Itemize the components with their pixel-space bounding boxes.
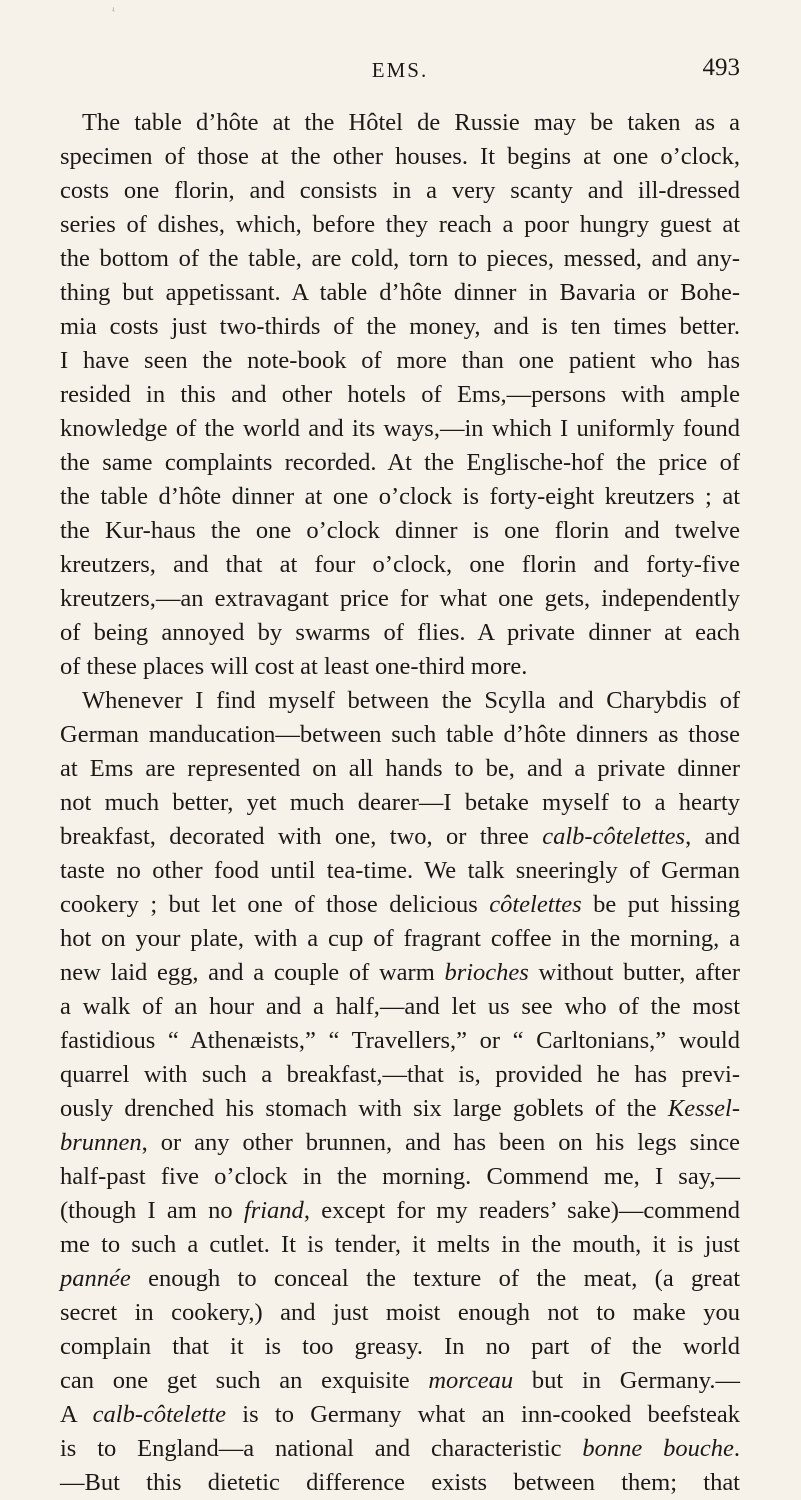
italic-text: Kessel- xyxy=(667,1095,740,1122)
text-segment: thing but appetissant. A table d’hôte dinner in Bavaria or Bohe- xyxy=(60,279,740,306)
text-line xyxy=(60,684,740,718)
text-line xyxy=(60,1330,740,1364)
text-line xyxy=(60,1398,740,1432)
text-line xyxy=(60,140,740,174)
text-line xyxy=(60,616,740,650)
ink-mark: ʵ xyxy=(112,5,115,16)
text-line xyxy=(60,1194,740,1228)
text-segment: kreutzers,—an extravagant price for what one gets, independently xyxy=(60,585,740,612)
text-segment: quarrel with such a breakfast,—that is, provided he has previ- xyxy=(60,1061,740,1088)
text-segment: ously drenched his stomach with six large goblets of the xyxy=(60,1095,668,1122)
text-segment: without butter, after xyxy=(528,959,740,986)
text-segment: hot on your plate, with a cup of fragrant coffee in the morning, a xyxy=(60,925,740,952)
text-line xyxy=(60,1262,740,1296)
text-line xyxy=(60,1364,740,1398)
text-segment: mia costs just two-thirds of the money, and is ten times better. xyxy=(60,313,740,340)
text-segment: fastidious “ Athenæists,” “ Travellers,” or “ Carltonians,” would xyxy=(60,1027,740,1054)
text-segment: complain that it is too greasy. In no part of the world xyxy=(60,1333,740,1360)
text-segment: series of dishes, which, before they reach a poor hungry guest at xyxy=(60,211,740,238)
italic-text: friand xyxy=(243,1197,304,1224)
text-line xyxy=(60,820,740,854)
text-line xyxy=(60,480,740,514)
text-line xyxy=(60,1126,740,1160)
text-segment: , except for my readers’ sake)—commend xyxy=(303,1197,740,1224)
text-segment: A xyxy=(60,1401,93,1428)
body-text xyxy=(60,106,740,1500)
text-line xyxy=(60,1432,740,1466)
text-segment: the bottom of the table, are cold, torn to pieces, messed, and any- xyxy=(60,245,740,272)
text-segment: cookery ; but let one of those delicious xyxy=(60,891,490,918)
text-line xyxy=(60,956,740,990)
text-line xyxy=(60,106,740,140)
text-line xyxy=(60,378,740,412)
text-segment: Whenever I find myself between the Scylla and Charybdis of xyxy=(82,687,740,714)
text-line xyxy=(60,1228,740,1262)
text-segment: knowledge of the world and its ways,—in which I uniformly found xyxy=(60,415,740,442)
text-segment: —But this dietetic difference exists between them; that xyxy=(60,1469,740,1496)
text-segment: be put hissing xyxy=(581,891,740,918)
text-line xyxy=(60,344,740,378)
italic-text: brunnen xyxy=(60,1129,142,1156)
text-segment: the Kur-haus the one o’clock dinner is one florin and twelve xyxy=(60,517,740,544)
page-number: 493 xyxy=(702,54,740,81)
text-segment: at Ems are represented on all hands to be, and a private dinner xyxy=(60,755,740,782)
italic-text: côtelettes xyxy=(489,891,582,918)
italic-text: brioches xyxy=(444,959,529,986)
text-line xyxy=(60,922,740,956)
text-segment: a walk of an hour and a half,—and let us see who of the most xyxy=(60,993,740,1020)
text-line xyxy=(60,786,740,820)
italic-text: calb-côtelette xyxy=(92,1401,226,1428)
text-segment: . xyxy=(733,1435,740,1462)
text-segment: taste no other food until tea-time. We talk sneeringly of German xyxy=(60,857,740,884)
text-line xyxy=(60,1092,740,1126)
text-segment: resided in this and other hotels of Ems,—persons with ample xyxy=(60,381,740,408)
text-segment: , or any other brunnen, and has been on his legs since xyxy=(141,1129,740,1156)
italic-text: calb-côtelettes xyxy=(542,823,686,850)
text-segment: is to Germany what an inn-cooked beefsteak xyxy=(225,1401,741,1428)
text-segment: the table d’hôte dinner at one o’clock is forty-eight kreutzers ; at xyxy=(60,483,740,510)
text-line xyxy=(60,990,740,1024)
running-title: EMS. xyxy=(371,58,429,82)
text-segment: German manducation—between such table d’hôte dinners as those xyxy=(60,721,740,748)
text-line xyxy=(60,242,740,276)
text-line xyxy=(60,650,740,684)
text-line xyxy=(60,718,740,752)
text-segment: I have seen the note-book of more than one patient who has xyxy=(60,347,740,374)
text-line xyxy=(60,888,740,922)
text-segment: costs one florin, and consists in a very scanty and ill-dressed xyxy=(60,177,740,204)
italic-text: morceau xyxy=(428,1367,514,1394)
running-head xyxy=(60,52,740,86)
text-segment: can one get such an exquisite xyxy=(60,1367,429,1394)
text-line xyxy=(60,446,740,480)
text-segment: secret in cookery,) and just moist enough not to make you xyxy=(60,1299,740,1326)
text-line xyxy=(60,1160,740,1194)
text-line xyxy=(60,1024,740,1058)
text-segment: not much better, yet much dearer—I betake myself to a hearty xyxy=(60,789,740,816)
text-segment: half-past five o’clock in the morning. Commend me, I say,— xyxy=(60,1163,740,1190)
text-segment: but in Germany.— xyxy=(513,1367,740,1394)
text-line xyxy=(60,310,740,344)
text-line xyxy=(60,1296,740,1330)
text-line xyxy=(60,276,740,310)
text-segment: (though I am no xyxy=(60,1197,244,1224)
text-line xyxy=(60,412,740,446)
text-segment: new laid egg, and a couple of warm xyxy=(60,959,445,986)
text-segment: , and xyxy=(685,823,740,850)
text-segment: enough to conceal the texture of the meat, (a great xyxy=(130,1265,740,1292)
text-line xyxy=(60,854,740,888)
italic-text: pannée xyxy=(60,1265,131,1292)
text-line xyxy=(60,582,740,616)
text-segment: of being annoyed by swarms of flies. A private dinner at each xyxy=(60,619,740,646)
text-segment: me to such a cutlet. It is tender, it melts in the mouth, it is just xyxy=(60,1231,740,1258)
text-line xyxy=(60,548,740,582)
text-segment: the same complaints recorded. At the Englische-hof the price of xyxy=(60,449,740,476)
text-line xyxy=(60,1466,740,1500)
text-segment: breakfast, decorated with one, two, or three xyxy=(60,823,543,850)
text-line xyxy=(60,752,740,786)
text-line xyxy=(60,208,740,242)
text-segment: The table d’hôte at the Hôtel de Russie may be taken as a xyxy=(82,109,740,136)
text-segment: specimen of those at the other houses. It begins at one o’clock, xyxy=(60,143,740,170)
text-line xyxy=(60,1058,740,1092)
text-segment: kreutzers, and that at four o’clock, one florin and forty-five xyxy=(60,551,740,578)
text-line xyxy=(60,174,740,208)
text-segment: of these places will cost at least one-third more. xyxy=(60,653,528,680)
text-line xyxy=(60,514,740,548)
italic-text: bonne bouche xyxy=(582,1435,734,1462)
text-segment: is to England—a national and characteristic xyxy=(60,1435,583,1462)
